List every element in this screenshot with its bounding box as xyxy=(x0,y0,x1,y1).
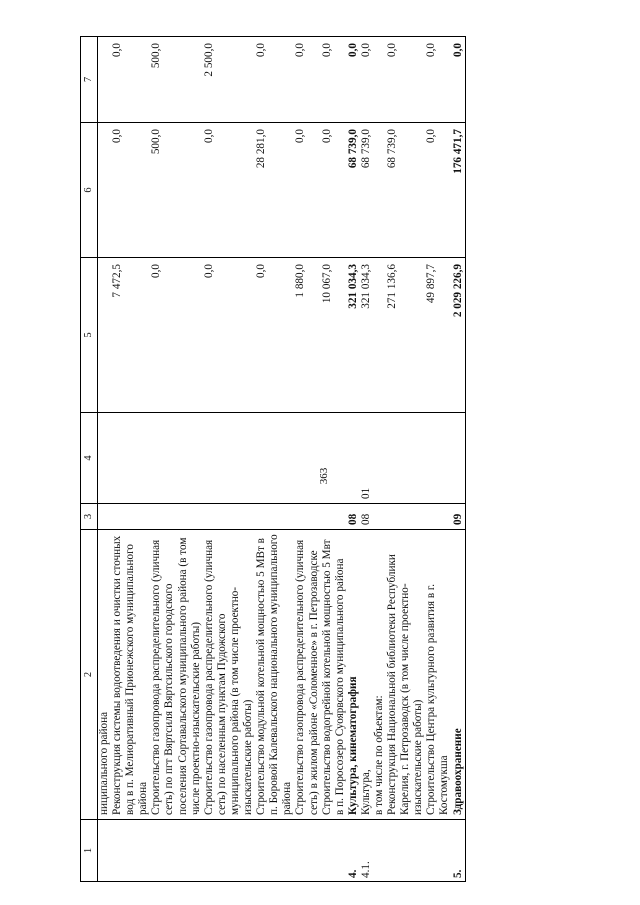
row-value-6: 176 471,7 xyxy=(452,123,466,258)
row-value-7: 500,0 xyxy=(150,37,202,123)
row-value-7: 0,0 xyxy=(111,37,150,123)
row-name: Культура, xyxy=(360,530,373,820)
row-subsection xyxy=(425,413,451,504)
row-value-6: 0,0 xyxy=(294,123,320,258)
row-section xyxy=(386,504,425,530)
row-index xyxy=(98,820,112,882)
row-index xyxy=(321,820,347,882)
table-row xyxy=(98,37,112,882)
row-value-6: 500,0 xyxy=(150,123,202,258)
row-value-5: 271 136,6 xyxy=(386,258,425,413)
row-index xyxy=(255,820,294,882)
row-section: 08 xyxy=(347,504,360,530)
row-value-7: 2 500,0 xyxy=(203,37,255,123)
row-section xyxy=(111,504,150,530)
column-header-1: 1 xyxy=(81,820,98,882)
row-value-7: 0,0 xyxy=(255,37,294,123)
row-index: 4.1. xyxy=(360,820,373,882)
row-value-7 xyxy=(98,37,112,123)
row-value-7 xyxy=(373,37,386,123)
row-section xyxy=(255,504,294,530)
column-header-6: 6 xyxy=(81,123,98,258)
row-subsection xyxy=(321,413,347,504)
row-name: в том числе по объектам: xyxy=(373,530,386,820)
row-section: 09 xyxy=(452,504,466,530)
row-value-7: 0,0 xyxy=(321,37,347,123)
row-name: Строительство газопровода распределительного (уличная сеть) в жилом районе «Соломенное» в г. Петрозаводске xyxy=(294,530,320,820)
row-value-5: 2 029 226,9 xyxy=(452,258,466,413)
column-header-4: 4 xyxy=(81,413,98,504)
row-name: Строительство модульной котельной мощностью 5 МВт в п. Боровой Калевальского национального муниципального района xyxy=(255,530,294,820)
row-index xyxy=(294,820,320,882)
table-row-section-culture xyxy=(347,37,360,882)
table-row xyxy=(294,37,320,882)
row-section xyxy=(373,504,386,530)
budget-table xyxy=(80,36,466,882)
row-section xyxy=(203,504,255,530)
row-section xyxy=(321,504,347,530)
row-value-5 xyxy=(373,258,386,413)
table-row xyxy=(111,37,150,882)
table-row xyxy=(373,37,386,882)
row-name: Здравоохранение xyxy=(452,530,466,820)
row-value-6: 68 739,0 xyxy=(360,123,373,258)
row-name: Строительство газопровода распределительного (уличная сеть) по населенным пунктам Пудожского муниципального района (в том числе проектно-изыскательские работы) xyxy=(203,530,255,820)
row-index xyxy=(386,820,425,882)
row-subsection xyxy=(255,413,294,504)
row-value-7: 0,0 xyxy=(360,37,373,123)
row-name: ниципального района xyxy=(98,530,112,820)
row-value-7: 0,0 xyxy=(425,37,451,123)
row-name: Реконструкция Национальной библиотеки Республики Карелия, г. Петрозаводск (в том числе проектно-изыскательские работы) xyxy=(386,530,425,820)
table-row xyxy=(203,37,255,882)
table-row xyxy=(425,37,451,882)
row-subsection xyxy=(98,413,112,504)
row-value-5: 1 880,0 xyxy=(294,258,320,413)
row-subsection xyxy=(111,413,150,504)
row-section xyxy=(425,504,451,530)
row-value-7: 0,0 xyxy=(452,37,466,123)
row-index xyxy=(111,820,150,882)
row-value-6: 28 281,0 xyxy=(255,123,294,258)
row-value-6: 68 739,0 xyxy=(386,123,425,258)
row-subsection xyxy=(452,413,466,504)
row-subsection xyxy=(347,413,360,504)
table-row xyxy=(321,37,347,882)
column-header-3: 3 xyxy=(81,504,98,530)
row-section xyxy=(150,504,202,530)
table-row xyxy=(386,37,425,882)
row-value-5: 49 897,7 xyxy=(425,258,451,413)
row-name: Реконструкция системы водоотведения и очистки сточных вод в п. Мелиоративный Прионежского муниципального района xyxy=(111,530,150,820)
row-section: 08 xyxy=(360,504,373,530)
row-section xyxy=(294,504,320,530)
row-value-6: 68 739,0 xyxy=(347,123,360,258)
row-value-6: 0,0 xyxy=(321,123,347,258)
column-header-5: 5 xyxy=(81,258,98,413)
row-subsection xyxy=(294,413,320,504)
table-row-section-health xyxy=(452,37,466,882)
table-row xyxy=(255,37,294,882)
row-value-5: 0,0 xyxy=(255,258,294,413)
row-value-5: 0,0 xyxy=(203,258,255,413)
row-name: Строительство водогрейной котельной мощностью 5 Мвт в п. Поросозеро Суоярвского муниципального района xyxy=(321,530,347,820)
row-index xyxy=(425,820,451,882)
table-row xyxy=(360,37,373,882)
row-subsection: 01 xyxy=(360,413,373,504)
row-name: Строительство газопровода распределительного (уличная сеть) по пгт Вяртсиля Вяртсильского городского поселения Сортавальского муниципального района (в том числе проектно-изыскательские работы) xyxy=(150,530,202,820)
row-value-7: 0,0 xyxy=(294,37,320,123)
row-value-7: 0,0 xyxy=(347,37,360,123)
row-value-5: 7 472,5 xyxy=(111,258,150,413)
row-index xyxy=(150,820,202,882)
row-subsection xyxy=(203,413,255,504)
row-value-5: 321 034,3 xyxy=(360,258,373,413)
row-index: 5. xyxy=(452,820,466,882)
row-value-6: 0,0 xyxy=(203,123,255,258)
row-name: Строительство Центра культурного развития в г. Костомукша xyxy=(425,530,451,820)
row-value-7: 0,0 xyxy=(386,37,425,123)
row-value-5: 10 067,0 xyxy=(321,258,347,413)
row-index xyxy=(203,820,255,882)
row-name: Культура, кинематография xyxy=(347,530,360,820)
column-header-7: 7 xyxy=(81,37,98,123)
row-value-5: 321 034,3 xyxy=(347,258,360,413)
row-index: 4. xyxy=(347,820,360,882)
row-section xyxy=(98,504,112,530)
rotated-table-wrapper xyxy=(80,37,620,882)
row-index xyxy=(373,820,386,882)
row-value-6: 0,0 xyxy=(111,123,150,258)
row-value-6 xyxy=(373,123,386,258)
row-value-5: 0,0 xyxy=(150,258,202,413)
column-header-2: 2 xyxy=(81,530,98,820)
page-number: 363 xyxy=(318,467,330,485)
row-subsection xyxy=(386,413,425,504)
row-value-6 xyxy=(98,123,112,258)
table-row xyxy=(150,37,202,882)
row-subsection xyxy=(373,413,386,504)
header-row xyxy=(81,37,98,882)
row-value-5 xyxy=(98,258,112,413)
row-value-6: 0,0 xyxy=(425,123,451,258)
row-subsection xyxy=(150,413,202,504)
